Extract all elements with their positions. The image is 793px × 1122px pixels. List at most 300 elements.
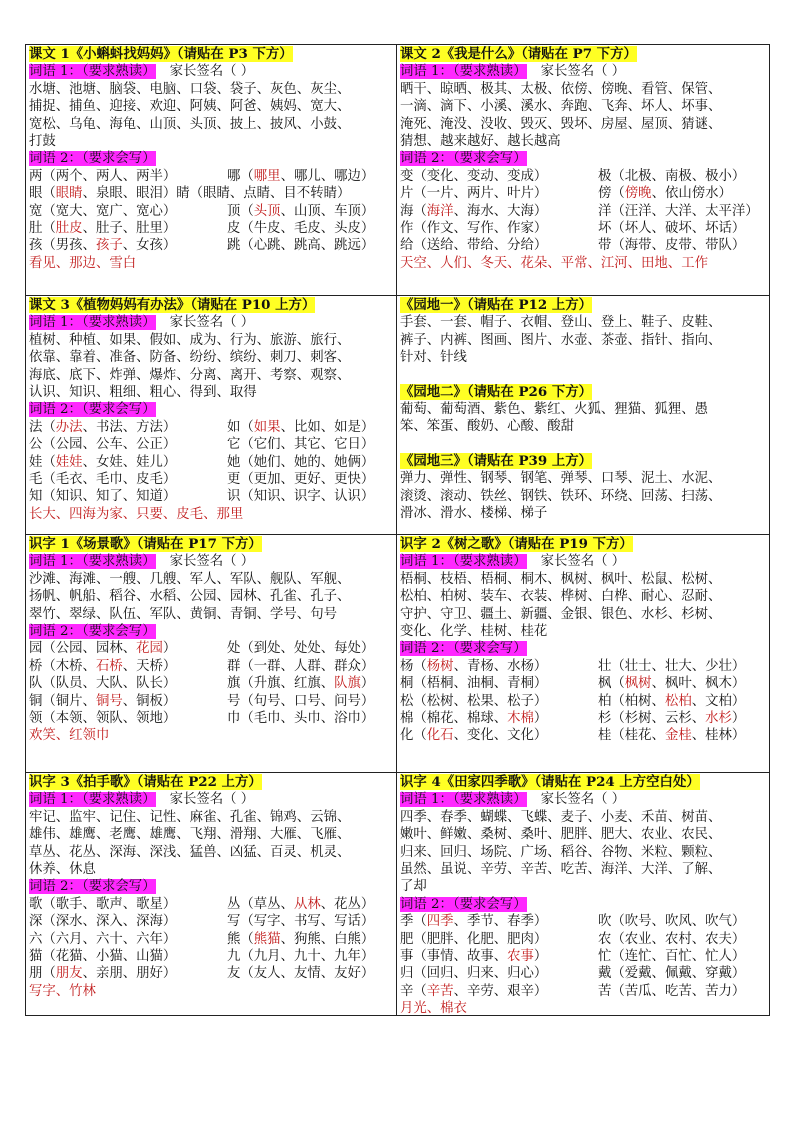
write-right-entry xyxy=(598,168,745,185)
section-s4 xyxy=(397,296,769,534)
write-word-row xyxy=(400,948,767,965)
word-line: 裤子、内裤、图画、图片、水壶、茶壶、指针、指向、 xyxy=(400,332,722,348)
section-title: 识字 3《拍手歌》（请贴在 P22 上方） xyxy=(29,774,262,790)
write-label-line xyxy=(29,150,394,167)
word-text: 、辛劳、艰辛） xyxy=(453,983,548,999)
extra-words-line xyxy=(29,255,394,272)
highlighted-word: 辛苦 xyxy=(426,983,454,999)
write-label: 词语 2：（要求会写） xyxy=(400,641,527,657)
read-label: 词语 1：（要求熟读） xyxy=(29,64,156,80)
word-text: 、女孩） xyxy=(122,238,177,254)
section-s6 xyxy=(397,535,769,772)
section-s1 xyxy=(26,45,396,295)
word-text: 铜（铜片、 xyxy=(29,693,96,709)
word-text: 跳（心跳、跳高、跳远） xyxy=(227,238,375,254)
write-word-row xyxy=(400,693,767,710)
write-word-row xyxy=(29,913,394,930)
parent-signature: 家长签名（ ） xyxy=(169,64,255,80)
highlighted-word: 哪里 xyxy=(253,168,281,184)
read-label-line xyxy=(29,63,394,80)
highlighted-word: 孩子 xyxy=(95,238,123,254)
write-left-entry xyxy=(400,727,598,744)
write-word-row xyxy=(29,454,394,471)
write-right-entry xyxy=(227,896,374,913)
write-left-entry xyxy=(400,931,598,948)
write-right-entry xyxy=(598,983,745,1000)
write-left-entry xyxy=(400,203,598,220)
section-title: 课文 3《植物妈妈有办法》（请贴在 P10 上方） xyxy=(29,297,316,313)
word-text: 、文柏） xyxy=(691,693,746,709)
write-word-row xyxy=(400,983,767,1000)
word-text: 、青杨、水杨） xyxy=(453,658,548,674)
word-text: 苦（苦瓜、吃苦、苦力） xyxy=(598,983,746,999)
write-word-row xyxy=(29,710,394,727)
word-text: 、山顶、车顶） xyxy=(280,203,375,219)
word-text: 肚（ xyxy=(29,220,56,236)
extra-words-line xyxy=(29,727,394,744)
highlighted-word: 石桥 xyxy=(95,658,123,674)
highlighted-word: 熊猫 xyxy=(253,931,281,947)
word-text: 宽（宽大、宽广、宽心） xyxy=(29,203,177,219)
word-text: 极（北极、南极、极小） xyxy=(598,168,746,184)
row-divider xyxy=(26,534,769,535)
read-word-line: 守护、守卫、疆土、新疆、金银、银色、水杉、杉树、 xyxy=(400,606,722,622)
extra-words-line xyxy=(29,506,394,523)
highlighted-word: 农事 xyxy=(507,948,534,964)
highlighted-word: 铜号 xyxy=(95,693,123,709)
word-text: 、枫叶、枫木） xyxy=(651,676,746,692)
section-title-line xyxy=(29,46,394,63)
read-word-line: 雄伟、雄鹰、老鹰、雄鹰、飞翔、滑翔、大雁、飞雁、 xyxy=(29,827,351,843)
section-title-line xyxy=(29,536,394,553)
write-right-entry xyxy=(598,237,745,254)
highlighted-word: 海洋 xyxy=(426,203,454,219)
extra-words: 月光、棉衣 xyxy=(400,1001,467,1015)
word-text: 孩（男孩、 xyxy=(29,238,96,254)
word-text: 法（ xyxy=(29,419,56,435)
write-word-row xyxy=(29,693,394,710)
word-text: 、肚子、肚里） xyxy=(82,220,177,236)
write-label-line xyxy=(29,401,394,418)
write-label-line xyxy=(29,878,394,895)
write-word-row xyxy=(29,168,394,185)
write-word-row xyxy=(29,640,394,657)
word-text: 知（知识、知了、知道） xyxy=(29,489,177,505)
word-text: 、亲朋、朋好） xyxy=(82,966,177,982)
word-text: 杨（ xyxy=(400,658,427,674)
write-left-entry xyxy=(29,419,227,436)
write-right-entry xyxy=(227,237,374,254)
extra-words-line xyxy=(400,255,767,272)
word-text: 松（松树、松果、松子） xyxy=(400,693,548,709)
word-text: 、女娃、娃儿） xyxy=(82,454,177,470)
write-word-row xyxy=(29,220,394,237)
write-word-row xyxy=(29,488,394,505)
parent-signature: 家长签名（ ） xyxy=(169,792,255,808)
read-word-line: 梧桐、枝梧、梧桐、桐木、枫树、枫叶、松鼠、松树、 xyxy=(400,571,722,587)
write-label: 词语 2：（要求会写） xyxy=(400,151,527,167)
row-divider xyxy=(26,295,769,296)
word-text: 如（ xyxy=(227,419,254,435)
read-word-line: 依靠、靠着、准备、防备、纷纷、缤纷、刺刀、刺客、 xyxy=(29,350,351,366)
word-text: 、花丛） xyxy=(320,896,375,912)
word-text: 海（ xyxy=(400,203,427,219)
word-text: ） xyxy=(533,948,548,964)
highlighted-word: 朋友 xyxy=(55,966,83,982)
extra-words: 长大、四海为家、只要、皮毛、那里 xyxy=(29,506,244,522)
word-text: 、季节、春季） xyxy=(453,914,548,930)
write-right-entry xyxy=(598,931,745,948)
highlighted-word: 如果 xyxy=(253,419,281,435)
extra-words: 天空、人们、冬天、花朵、平常、江河、田地、工作 xyxy=(400,255,708,271)
write-word-row xyxy=(29,896,394,913)
word-text: 肥（肥胖、化肥、肥肉） xyxy=(400,931,548,947)
word-text: 猫（花猫、小猫、山猫） xyxy=(29,948,177,964)
write-left-entry xyxy=(400,948,598,965)
write-left-entry xyxy=(29,675,227,692)
read-word-line: 宽松、乌龟、海龟、山顶、头顶、披上、披风、小鼓、 xyxy=(29,116,351,132)
section-s2 xyxy=(397,45,769,295)
write-right-entry xyxy=(598,710,745,727)
word-text: 壮（壮士、壮大、少壮） xyxy=(598,658,746,674)
write-left-entry xyxy=(400,913,598,930)
section-title-line xyxy=(400,774,767,791)
highlighted-word: 肚皮 xyxy=(55,220,83,236)
write-right-entry xyxy=(227,640,374,657)
parent-signature: 家长签名（ ） xyxy=(540,554,626,570)
write-word-row xyxy=(29,419,394,436)
read-word-line: 捕捉、捕鱼、迎接、欢迎、阿姨、阿爸、姨妈、宽大、 xyxy=(29,99,351,115)
write-label-line xyxy=(29,623,394,640)
read-word-line: 牢记、监牢、记住、记性、麻雀、孔雀、锦鸡、云锦、 xyxy=(29,809,351,825)
section-title: 课文 1《小蝌蚪找妈妈》（请贴在 P3 下方） xyxy=(29,46,293,62)
word-line: 手套、一套、帽子、衣帽、登山、登上、鞋子、皮鞋、 xyxy=(400,315,722,331)
word-text: 、桂林） xyxy=(691,728,746,744)
read-label-line xyxy=(29,791,394,808)
word-text: 园（公园、园林、 xyxy=(29,641,137,657)
highlighted-word: 枫树 xyxy=(624,676,652,692)
word-text: 桐（梧桐、油桐、青桐） xyxy=(400,676,548,692)
write-word-row xyxy=(29,237,394,254)
write-right-entry xyxy=(227,913,374,930)
highlighted-word: 金桂 xyxy=(664,728,692,744)
parent-signature: 家长签名（ ） xyxy=(540,792,626,808)
word-line: 笨、笨蛋、酸奶、心酸、酸甜 xyxy=(400,419,575,435)
section-title-line xyxy=(29,297,394,314)
write-right-entry xyxy=(598,913,745,930)
read-word-line: 猜想、越来越好、越长越高 xyxy=(400,133,561,149)
write-word-row xyxy=(400,931,767,948)
write-right-entry xyxy=(227,220,374,237)
read-word-line: 海底、底下、炸弹、爆炸、分离、离开、考察、观察、 xyxy=(29,367,351,383)
read-word-line: 虽然、虽说、辛劳、辛苦、吃苦、海洋、大洋、了解、 xyxy=(400,861,722,877)
write-left-entry xyxy=(29,896,227,913)
read-word-line: 扬帆、帆船、稻谷、水稻、公园、园林、孔雀、孔子、 xyxy=(29,589,351,605)
word-text: 群（一群、人群、群众） xyxy=(227,658,375,674)
write-word-row xyxy=(29,471,394,488)
word-text: 深（深水、深入、深海） xyxy=(29,914,177,930)
word-text: 两（两个、两人、两半） xyxy=(29,168,177,184)
highlighted-word: 娃娃 xyxy=(55,454,83,470)
word-text: 、狗熊、白熊） xyxy=(280,931,375,947)
read-word-line: 沙滩、海滩、一艘、几艘、军人、军队、舰队、军舰、 xyxy=(29,571,351,587)
write-word-row xyxy=(29,948,394,965)
word-line: 滑冰、滑水、楼梯、梯子 xyxy=(400,505,548,521)
write-left-entry xyxy=(29,658,227,675)
write-left-entry xyxy=(29,913,227,930)
word-text: 六（六月、六十、六年） xyxy=(29,931,177,947)
word-text: 枫（ xyxy=(598,676,625,692)
word-line: 针对、针线 xyxy=(400,350,467,366)
read-word-line: 松柏、柏树、装车、衣装、桦树、白桦、耐心、忍耐、 xyxy=(400,589,722,605)
word-text: 柏（柏树、 xyxy=(598,693,665,709)
highlighted-word: 四季 xyxy=(426,914,454,930)
word-text: 、依山傍水） xyxy=(651,186,732,202)
write-word-row xyxy=(29,675,394,692)
write-word-row xyxy=(400,237,767,254)
section-s5 xyxy=(26,535,396,772)
write-label: 词语 2：（要求会写） xyxy=(29,402,156,418)
parent-signature: 家长签名（ ） xyxy=(169,315,255,331)
write-right-entry xyxy=(227,948,374,965)
write-right-entry xyxy=(227,203,374,220)
word-text: 变（变化、变动、变成） xyxy=(400,168,548,184)
word-text: 辛（ xyxy=(400,983,427,999)
write-left-entry xyxy=(29,931,227,948)
read-label: 词语 1：（要求熟读） xyxy=(400,792,527,808)
section-title-line xyxy=(400,46,767,63)
section-title: 识字 4《田家四季歌》（请贴在 P24 上方空白处） xyxy=(400,774,700,790)
write-right-entry xyxy=(598,727,745,744)
write-right-entry xyxy=(598,948,745,965)
word-text: 、哪儿、哪边） xyxy=(280,168,375,184)
read-label-line xyxy=(29,314,394,331)
highlighted-word: 办法 xyxy=(55,419,83,435)
word-text: ） xyxy=(162,641,177,657)
word-text: 化（ xyxy=(400,728,427,744)
read-word-line: 了却 xyxy=(400,879,427,895)
write-left-entry xyxy=(29,965,227,982)
block-title-line xyxy=(400,297,767,314)
write-word-row xyxy=(400,658,767,675)
word-text: 号（句号、口号、问号） xyxy=(227,693,375,709)
read-word-line: 水塘、池塘、脑袋、电脑、口袋、袋子、灰色、灰尘、 xyxy=(29,81,351,97)
write-right-entry xyxy=(227,675,374,692)
read-label: 词语 1：（要求熟读） xyxy=(400,64,527,80)
highlighted-word: 花园 xyxy=(136,641,163,657)
write-right-entry xyxy=(227,488,374,505)
write-right-entry xyxy=(598,675,745,692)
write-left-entry xyxy=(29,710,227,727)
write-left-entry xyxy=(29,203,227,220)
word-text: ） xyxy=(533,710,548,726)
read-label: 词语 1：（要求熟读） xyxy=(29,315,156,331)
extra-words: 欢笑、红领巾 xyxy=(29,728,110,744)
write-left-entry xyxy=(29,488,227,505)
section-title: 识字 1《场景歌》（请贴在 P17 下方） xyxy=(29,536,262,552)
highlighted-word: 水杉 xyxy=(705,710,732,726)
highlighted-word: 眼睛 xyxy=(55,186,83,202)
write-word-row xyxy=(29,185,394,202)
word-text: 顶（ xyxy=(227,203,254,219)
word-text: 毛（毛衣、毛巾、皮毛） xyxy=(29,471,177,487)
word-text: 、天桥） xyxy=(122,658,177,674)
word-text: 桂（桂花、 xyxy=(598,728,665,744)
read-word-line: 一滴、滴下、小溪、溪水、奔跑、飞奔、坏人、坏事、 xyxy=(400,99,722,115)
word-text: 识（知识、识字、认识） xyxy=(227,489,375,505)
highlighted-word: 木棉 xyxy=(507,710,534,726)
write-left-entry xyxy=(29,693,227,710)
word-text: 傍（ xyxy=(598,186,625,202)
write-label-line xyxy=(400,896,767,913)
word-text: 娃（ xyxy=(29,454,56,470)
write-label-line xyxy=(400,150,767,167)
word-text: 给（送给、带给、分给） xyxy=(400,238,548,254)
word-text: 、比如、如是） xyxy=(280,419,375,435)
word-text: 它（它们、其它、它日） xyxy=(227,437,375,453)
word-text: 忙（连忙、百忙、忙人） xyxy=(598,948,746,964)
write-left-entry xyxy=(29,168,227,185)
write-right-entry xyxy=(598,658,745,675)
write-label: 词语 2：（要求会写） xyxy=(29,879,156,895)
write-left-entry xyxy=(29,237,227,254)
read-word-line: 打鼓 xyxy=(29,133,56,149)
word-text: 更（更加、更好、更快） xyxy=(227,471,375,487)
write-right-entry xyxy=(598,693,745,710)
highlighted-word: 化石 xyxy=(426,728,454,744)
write-right-entry xyxy=(227,471,374,488)
write-word-row xyxy=(400,727,767,744)
write-right-entry xyxy=(227,419,374,436)
write-left-entry xyxy=(400,658,598,675)
block-title: 《园地一》（请贴在 P12 上方） xyxy=(400,297,593,313)
write-left-entry xyxy=(400,220,598,237)
section-s3 xyxy=(26,296,396,534)
write-label-line xyxy=(400,640,767,657)
write-word-row xyxy=(400,185,767,202)
word-text: 皮（牛皮、毛皮、头皮） xyxy=(227,220,375,236)
highlighted-word: 从林 xyxy=(293,896,321,912)
section-title: 课文 2《我是什么》（请贴在 P7 下方） xyxy=(400,46,637,62)
write-left-entry xyxy=(29,454,227,471)
read-word-line: 草丛、花丛、深海、深浅、猛兽、凶猛、百灵、机灵、 xyxy=(29,844,351,860)
write-left-entry xyxy=(400,237,598,254)
word-text: 棉（棉花、棉球、 xyxy=(400,710,508,726)
word-text: 熊（ xyxy=(227,931,254,947)
write-right-entry xyxy=(227,454,374,471)
write-left-entry xyxy=(400,983,598,1000)
word-text: 、海水、大海） xyxy=(453,203,548,219)
write-word-row xyxy=(400,710,767,727)
read-word-line: 晒干、晾晒、极其、太极、依傍、傍晚、看管、保管、 xyxy=(400,81,722,97)
word-line: 滚烫、滚动、铁丝、钢铁、铁环、环绕、回荡、扫荡、 xyxy=(400,488,722,504)
write-left-entry xyxy=(29,220,227,237)
write-word-row xyxy=(400,168,767,185)
section-title-line xyxy=(29,774,394,791)
word-text: 九（九月、九十、九年） xyxy=(227,948,375,964)
block-title: 《园地三》（请贴在 P39 上方） xyxy=(400,452,593,469)
word-line: 葡萄、葡萄酒、紫色、紫红、火狐、狸猫、狐狸、愚 xyxy=(400,401,708,417)
word-text: 戴（爱戴、佩戴、穿戴） xyxy=(598,966,746,982)
word-text: 洋（汪洋、大洋、太平洋） xyxy=(598,203,759,219)
read-word-line: 归来、回归、场院、广场、稻谷、谷物、米粒、颗粒、 xyxy=(400,844,722,860)
read-word-line: 认识、知识、粗细、粗心、得到、取得 xyxy=(29,384,257,400)
word-text: 朋（ xyxy=(29,966,56,982)
extra-words-line xyxy=(400,1000,767,1015)
write-word-row xyxy=(400,203,767,220)
word-text: 归（回归、归来、归心） xyxy=(400,966,548,982)
highlighted-word: 杨树 xyxy=(426,658,454,674)
write-right-entry xyxy=(227,965,374,982)
read-word-line: 休养、休息 xyxy=(29,861,96,877)
highlighted-word: 傍晚 xyxy=(624,186,652,202)
section-title: 识字 2《树之歌》（请贴在 P19 下方） xyxy=(400,536,633,552)
word-text: 、泉眼、眼泪）睛（眼睛、点睛、目不转睛） xyxy=(82,186,351,202)
write-left-entry xyxy=(29,436,227,453)
block-title-line xyxy=(400,384,767,401)
write-left-entry xyxy=(29,948,227,965)
extra-words-line xyxy=(29,983,394,1000)
word-text: 旗（升旗、红旗、 xyxy=(227,676,335,692)
write-right-entry xyxy=(598,203,759,220)
read-label: 词语 1：（要求熟读） xyxy=(29,792,156,808)
worksheet-table xyxy=(25,44,770,1016)
write-word-row xyxy=(400,913,767,930)
word-text: 坏（坏人、破坏、坏话） xyxy=(598,220,746,236)
write-right-entry xyxy=(227,436,374,453)
word-text: 哪（ xyxy=(227,168,254,184)
word-text: 带（海带、皮带、带队） xyxy=(598,238,746,254)
write-left-entry xyxy=(29,471,227,488)
write-left-entry xyxy=(400,693,598,710)
section-s8 xyxy=(397,773,769,1015)
block-title: 《园地二》（请贴在 P26 下方） xyxy=(400,383,593,400)
write-label: 词语 2：（要求会写） xyxy=(29,151,156,167)
extra-words: 看见、那边、雪白 xyxy=(29,255,137,271)
word-text: 、变化、文化） xyxy=(453,728,548,744)
read-word-line: 淹死、淹没、没收、毁灭、毁坏、房屋、屋顶、猜谜、 xyxy=(400,116,722,132)
read-word-line: 翠竹、翠绿、队伍、军队、黄铜、青铜、学号、句号 xyxy=(29,606,337,622)
write-label: 词语 2：（要求会写） xyxy=(400,896,527,912)
write-right-entry xyxy=(227,710,374,727)
word-text: ） xyxy=(360,676,375,692)
read-word-line: 变化、化学、桂树、桂花 xyxy=(400,623,548,639)
write-label: 词语 2：（要求会写） xyxy=(29,623,156,639)
write-word-row xyxy=(400,965,767,982)
section-title-line xyxy=(400,536,767,553)
write-left-entry xyxy=(400,185,598,202)
parent-signature: 家长签名（ ） xyxy=(540,64,626,80)
write-left-entry xyxy=(400,965,598,982)
read-label-line xyxy=(400,791,767,808)
word-text: 她（她们、她的、她俩） xyxy=(227,454,375,470)
word-text: 桥（木桥、 xyxy=(29,658,96,674)
write-left-entry xyxy=(29,640,227,657)
word-text: 杉（杉树、云杉、 xyxy=(598,710,706,726)
word-text: 友（友人、友情、友好） xyxy=(227,966,375,982)
write-word-row xyxy=(29,203,394,220)
word-text: 农（农业、农村、农夫） xyxy=(598,931,746,947)
write-right-entry xyxy=(598,220,745,237)
word-text: ） xyxy=(731,710,746,726)
read-label: 词语 1：（要求熟读） xyxy=(29,554,156,570)
word-text: 处（到处、处处、每处） xyxy=(227,641,375,657)
word-text: 季（ xyxy=(400,914,427,930)
word-text: 领（本领、领队、领地） xyxy=(29,710,177,726)
write-word-row xyxy=(29,965,394,982)
read-label: 词语 1：（要求熟读） xyxy=(400,554,527,570)
column-divider xyxy=(396,45,397,1015)
